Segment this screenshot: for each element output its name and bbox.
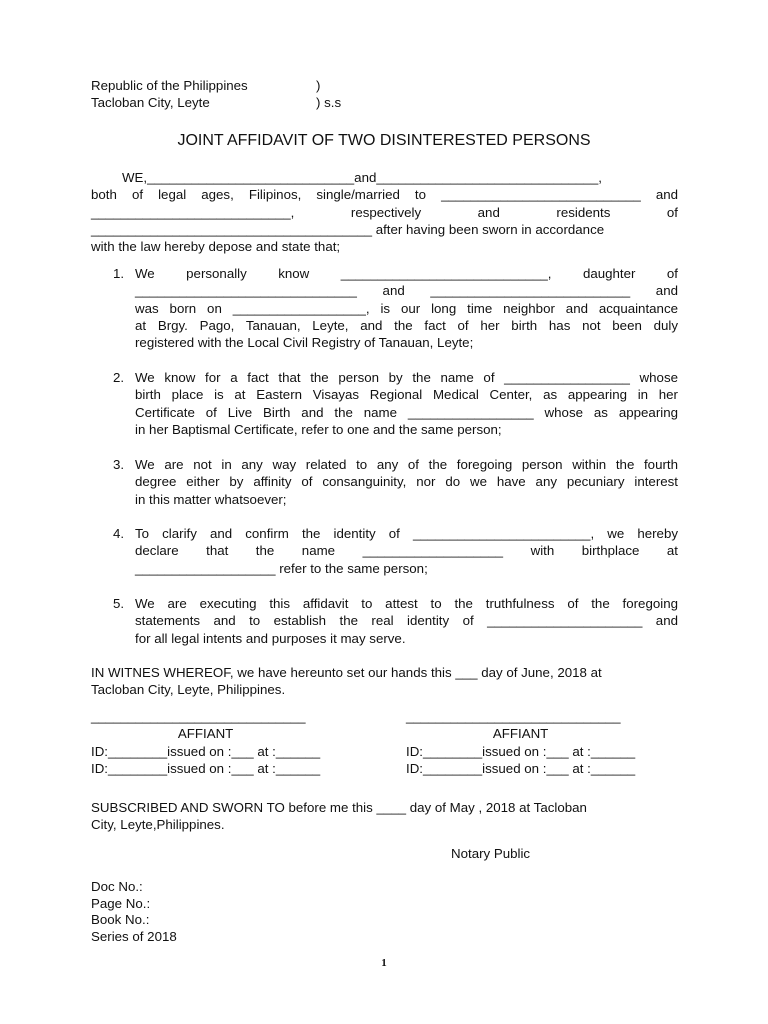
- venue-country: Republic of the Philippines: [91, 78, 248, 93]
- affiant-id-line: ID:________issued on :___ at :______: [91, 743, 321, 759]
- page-no: Page No.:: [91, 895, 151, 911]
- series: Series of 2018: [91, 928, 177, 944]
- venue-line: [91, 94, 341, 111]
- item-line: birth place is at Eastern Visayas Regional Medical Center, as appearing in her: [135, 387, 678, 403]
- intro-line: ______________________________________ after having been sworn in accordance: [91, 221, 605, 237]
- subscribed-line: SUBSCRIBED AND SWORN TO before me this ____ day of May , 2018 at Tacloban: [91, 800, 587, 815]
- document-title: JOINT AFFIDAVIT OF TWO DISINTERESTED PERSONS: [177, 132, 591, 149]
- intro-line: ___________________________, respectively and residents of: [91, 204, 678, 220]
- item-line: ___________________ refer to the same person;: [135, 560, 428, 576]
- page-number: 1: [381, 957, 387, 969]
- intro-paragraph: [91, 169, 678, 255]
- signature-line: _____________________________: [91, 709, 306, 724]
- item-line: We know for a fact that the person by the name of _________________ whose: [135, 370, 678, 385]
- item-number: 1.: [113, 266, 125, 281]
- intro-line: WE,____________________________and______________________________,: [122, 170, 602, 185]
- affiant-signature-block: [91, 708, 320, 777]
- item-line: in this matter whatsoever;: [135, 491, 287, 507]
- item-line: To clarify and confirm the identity of ________________________, we hereby: [135, 526, 678, 541]
- witness-line: IN WITNES WHEREOF, we have hereunto set our hands this ___ day of June, 2018 at: [91, 665, 602, 680]
- item-text: [135, 525, 678, 577]
- notarial-register-block: [91, 879, 177, 945]
- item-text: [135, 456, 678, 508]
- affiant-signature-block: [406, 708, 635, 777]
- subscribed-line: City, Leyte,Philippines.: [91, 817, 225, 833]
- item-line: ______________________________ and ___________________________ and: [135, 283, 678, 299]
- venue-city: Tacloban City, Leyte: [91, 95, 210, 111]
- list-item: [113, 265, 678, 351]
- item-number: 3.: [113, 457, 125, 472]
- doc-no: Doc No.:: [91, 879, 143, 894]
- item-line: declare that the name ___________________ with birthplace at: [135, 543, 678, 559]
- item-line: at Brgy. Pago, Tanauan, Leyte, and the fact of her birth has not been duly: [135, 317, 678, 333]
- item-line: degree either by affinity of consanguinity, nor do we have any pecuniary interest: [135, 474, 678, 490]
- venue-block: [91, 77, 341, 112]
- subscribed-paragraph: [91, 799, 681, 834]
- item-number: 4.: [113, 526, 125, 541]
- item-text: [135, 369, 678, 438]
- item-line: was born on __________________, is our long time neighbor and acquaintance: [135, 300, 678, 316]
- affiant-label: AFFIANT: [177, 726, 234, 742]
- item-line: registered with the Local Civil Registry of Tanauan, Leyte;: [135, 335, 474, 351]
- item-text: [135, 595, 678, 647]
- item-line: Certificate of Live Birth and the name _________________ whose as appearing: [135, 404, 678, 420]
- venue-ss: ) s.s: [316, 95, 342, 111]
- list-item: [113, 456, 678, 508]
- intro-line: with the law hereby depose and state that;: [91, 239, 341, 255]
- intro-line: both of legal ages, Filipinos, single/married to ___________________________ and: [91, 187, 678, 203]
- witness-line: Tacloban City, Leyte, Philippines.: [91, 682, 286, 698]
- venue-line: [91, 77, 341, 94]
- venue-paren: ): [316, 78, 321, 93]
- witness-paragraph: [91, 664, 678, 699]
- item-line: statements and to establish the real identity of _____________________ and: [135, 613, 678, 629]
- item-text: [135, 265, 678, 351]
- signature-line: _____________________________: [406, 709, 621, 724]
- item-line: We are not in any way related to any of the foregoing person within the fourth: [135, 457, 678, 472]
- item-number: 2.: [113, 370, 125, 385]
- item-line: in her Baptismal Certificate, refer to one and the same person;: [135, 421, 502, 437]
- book-no: Book No.:: [91, 912, 150, 928]
- item-number: 5.: [113, 596, 125, 611]
- list-item: [113, 595, 678, 647]
- list-item: [113, 369, 678, 438]
- item-line: We personally know ____________________________, daughter of: [135, 266, 678, 281]
- item-line: for all legal intents and purposes it may serve.: [135, 630, 406, 646]
- affiant-label: AFFIANT: [492, 726, 549, 742]
- affiant-id-line: ID:________issued on :___ at :______: [406, 760, 636, 776]
- notary-label: Notary Public: [451, 846, 531, 861]
- affiant-id-line: ID:________issued on :___ at :______: [406, 743, 636, 759]
- affiant-id-line: ID:________issued on :___ at :______: [91, 760, 321, 776]
- list-item: [113, 525, 678, 577]
- item-line: We are executing this affidavit to attest to the truthfulness of the foregoing: [135, 596, 678, 611]
